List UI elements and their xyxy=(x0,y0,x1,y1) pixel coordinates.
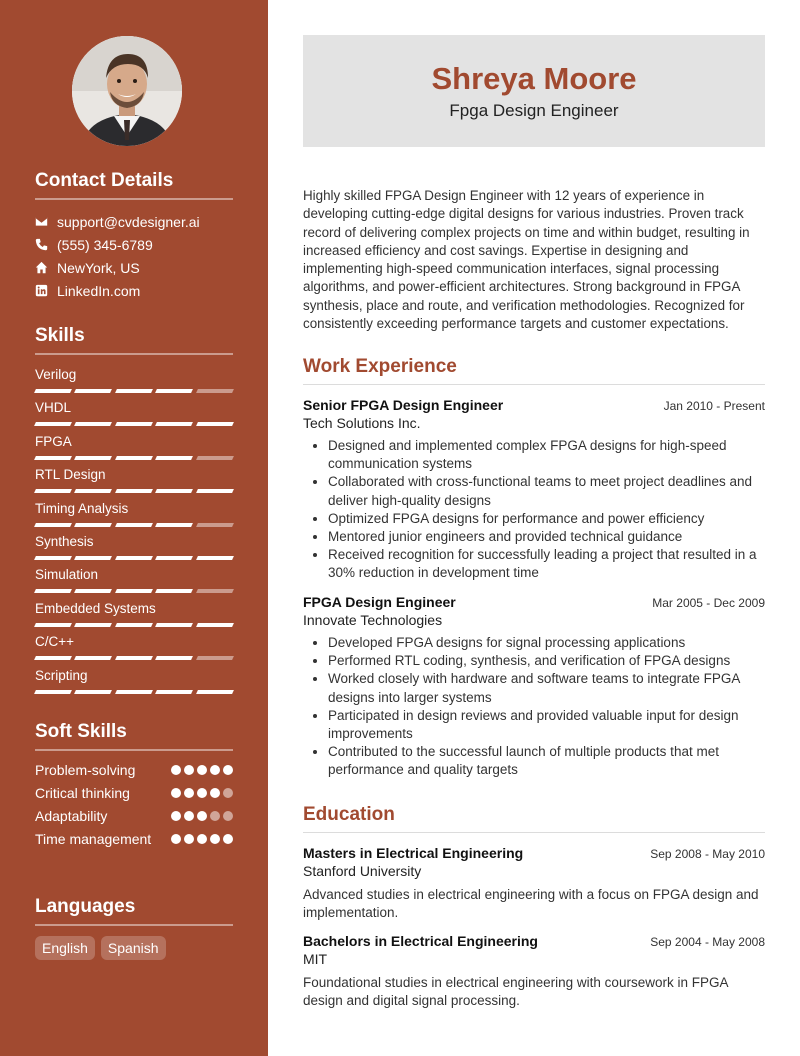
skill-level-segment xyxy=(74,389,112,393)
skill-level-segment xyxy=(155,623,193,627)
skill-item xyxy=(35,667,233,700)
skill-level-segment xyxy=(34,556,72,560)
skill-level-segment xyxy=(74,489,112,493)
rating-dot xyxy=(184,765,194,775)
skill-level-bar xyxy=(35,623,233,627)
contact-location-text: NewYork, US xyxy=(57,259,140,276)
education-school: Stanford University xyxy=(303,863,422,879)
skill-level-segment xyxy=(34,422,72,426)
skill-level-bar xyxy=(35,422,233,426)
education-date: Sep 2008 - May 2010 xyxy=(650,847,765,861)
skill-level-segment xyxy=(34,489,72,493)
skill-level-bar xyxy=(35,523,233,527)
header xyxy=(303,35,765,147)
skill-level-bar xyxy=(35,556,233,560)
skill-level-segment xyxy=(155,523,193,527)
skill-level-segment xyxy=(196,556,234,560)
skill-level-segment xyxy=(34,656,72,660)
skill-name: Scripting xyxy=(35,667,88,683)
skill-level-segment xyxy=(196,523,234,527)
job-bullet: • Worked closely with hardware and software teams to integrate FPGA designs into larger systems xyxy=(328,670,765,706)
skill-level-segment xyxy=(196,489,234,493)
job-bullet: • Collaborated with cross-functional teams to meet project deadlines and deliver high-quality designs xyxy=(328,473,765,509)
skill-level-segment xyxy=(74,656,112,660)
soft-skill-name: Critical thinking xyxy=(35,785,130,801)
job-bullet: • Performed RTL coding, synthesis, and verification of FPGA designs xyxy=(328,652,765,670)
rating-dot xyxy=(223,834,233,844)
education-school: MIT xyxy=(303,951,328,967)
contact-section xyxy=(35,170,233,302)
skill-level-segment xyxy=(115,489,153,493)
job-entry xyxy=(303,397,765,583)
job-bullet: • Mentored junior engineers and provided technical guidance xyxy=(328,528,765,546)
skill-level-bar xyxy=(35,690,233,694)
skill-level-segment xyxy=(115,589,153,593)
avatar xyxy=(72,36,182,146)
skill-level-segment xyxy=(115,456,153,460)
rating-dot xyxy=(197,788,207,798)
skill-level-segment xyxy=(155,690,193,694)
soft-skill-name: Time management xyxy=(35,831,152,847)
skill-level-segment xyxy=(74,456,112,460)
job-date: Jan 2010 - Present xyxy=(663,399,765,413)
rating-dot xyxy=(223,811,233,821)
skill-level-segment xyxy=(115,389,153,393)
avatar-photo xyxy=(72,36,182,146)
skill-level-bar xyxy=(35,589,233,593)
education-entry xyxy=(303,933,765,1010)
job-bullet: • Received recognition for successfully leading a project that resulted in a 30% reduction in development time xyxy=(328,546,765,582)
skill-level-segment xyxy=(196,422,234,426)
skill-item xyxy=(35,533,233,566)
soft-skills-title: Soft Skills xyxy=(35,721,233,751)
education-date: Sep 2004 - May 2008 xyxy=(650,935,765,949)
language-tag: Spanish xyxy=(101,936,166,960)
envelope-icon xyxy=(35,215,57,228)
skill-name: VHDL xyxy=(35,400,72,416)
education-title: Education xyxy=(303,804,765,833)
skill-item xyxy=(35,600,233,633)
skill-level-segment xyxy=(196,589,234,593)
skill-item xyxy=(35,399,233,432)
skill-name: C/C++ xyxy=(35,634,75,650)
skill-level-bar xyxy=(35,389,233,393)
soft-skill-rating xyxy=(171,784,233,802)
skill-level-segment xyxy=(115,523,153,527)
skill-level-bar xyxy=(35,656,233,660)
rating-dot xyxy=(184,788,194,798)
rating-dot xyxy=(171,811,181,821)
work-experience-title: Work Experience xyxy=(303,356,765,385)
skill-level-segment xyxy=(155,389,193,393)
rating-dot xyxy=(197,765,207,775)
skill-level-segment xyxy=(74,589,112,593)
rating-dot xyxy=(223,765,233,775)
skill-name: FPGA xyxy=(35,433,72,449)
education-desc: Advanced studies in electrical engineering with a focus on FPGA design and implementation. xyxy=(303,887,759,921)
skills-section xyxy=(35,325,233,700)
soft-skill-name: Adaptability xyxy=(35,808,108,824)
education-entry xyxy=(303,845,765,922)
rating-dot xyxy=(197,834,207,844)
skill-name: Timing Analysis xyxy=(35,500,129,516)
education-degree: Bachelors in Electrical Engineering xyxy=(303,933,538,949)
soft-skill-item xyxy=(35,830,233,848)
job-role: Senior FPGA Design Engineer xyxy=(303,397,504,413)
skill-level-segment xyxy=(155,422,193,426)
education-degree: Masters in Electrical Engineering xyxy=(303,845,524,861)
skill-item xyxy=(35,633,233,666)
languages-title: Languages xyxy=(35,896,233,926)
skill-level-segment xyxy=(196,456,234,460)
job-bullet: • Participated in design reviews and provided valuable input for design improvements xyxy=(328,707,765,743)
job-bullet: • Designed and implemented complex FPGA designs for high-speed communication systems xyxy=(328,437,765,473)
soft-skill-rating xyxy=(171,807,233,825)
job-company: Tech Solutions Inc. xyxy=(303,415,421,431)
skill-item xyxy=(35,566,233,599)
candidate-title: Fpga Design Engineer xyxy=(449,101,619,120)
skill-name: Synthesis xyxy=(35,533,94,549)
skill-level-segment xyxy=(115,656,153,660)
skill-level-segment xyxy=(34,523,72,527)
skill-level-segment xyxy=(34,389,72,393)
home-icon xyxy=(35,261,57,274)
soft-skill-rating xyxy=(171,761,233,779)
job-bullet: • Optimized FPGA designs for performance and power efficiency xyxy=(328,510,765,528)
skill-level-segment xyxy=(155,656,193,660)
linkedin-icon xyxy=(35,284,57,297)
job-entry xyxy=(303,594,765,780)
contact-phone[interactable] xyxy=(35,233,233,256)
skill-name: RTL Design xyxy=(35,467,106,483)
skill-name: Embedded Systems xyxy=(35,600,156,616)
skill-level-segment xyxy=(155,489,193,493)
job-date: Mar 2005 - Dec 2009 xyxy=(652,596,765,610)
skill-level-segment xyxy=(34,690,72,694)
phone-icon xyxy=(35,238,57,251)
contact-linkedin-text: LinkedIn.com xyxy=(57,282,141,299)
languages-section xyxy=(35,896,233,960)
skill-item xyxy=(35,433,233,466)
candidate-name: Shreya Moore xyxy=(431,61,637,96)
rating-dot xyxy=(184,811,194,821)
skill-level-segment xyxy=(155,456,193,460)
rating-dot xyxy=(210,765,220,775)
rating-dot xyxy=(184,834,194,844)
rating-dot xyxy=(171,834,181,844)
skill-level-segment xyxy=(196,656,234,660)
skill-level-segment xyxy=(74,623,112,627)
soft-skill-item xyxy=(35,761,233,779)
language-tag: English xyxy=(35,936,95,960)
skill-level-segment xyxy=(115,556,153,560)
skill-level-segment xyxy=(115,422,153,426)
skill-level-segment xyxy=(74,422,112,426)
contact-phone-text: (555) 345-6789 xyxy=(57,236,153,253)
skill-name: Verilog xyxy=(35,367,77,382)
skill-level-segment xyxy=(34,589,72,593)
sidebar xyxy=(0,0,268,1056)
soft-skill-item xyxy=(35,807,233,825)
contact-title: Contact Details xyxy=(35,170,233,200)
skill-level-segment xyxy=(155,589,193,593)
skill-level-segment xyxy=(34,456,72,460)
soft-skill-item xyxy=(35,784,233,802)
skill-item xyxy=(35,466,233,499)
skill-level-bar xyxy=(35,456,233,460)
skill-level-segment xyxy=(34,623,72,627)
job-bullet: • Contributed to the successful launch of multiple products that met performance and quality targets xyxy=(328,743,765,779)
skill-level-segment xyxy=(74,523,112,527)
skill-level-segment xyxy=(74,556,112,560)
skill-level-segment xyxy=(196,389,234,393)
rating-dot xyxy=(171,765,181,775)
soft-skill-name: Problem-solving xyxy=(35,762,136,778)
skill-level-segment xyxy=(115,690,153,694)
rating-dot xyxy=(210,811,220,821)
job-bullet: • Developed FPGA designs for signal processing applications xyxy=(328,634,765,652)
contact-email-text: support@cvdesigner.ai xyxy=(57,213,200,230)
skill-level-bar xyxy=(35,489,233,493)
rating-dot xyxy=(197,811,207,821)
contact-location xyxy=(35,256,233,279)
rating-dot xyxy=(210,834,220,844)
skill-level-segment xyxy=(155,556,193,560)
summary-text: Highly skilled FPGA Design Engineer with 12 years of experience in developing cutting-edge digital designs for various industries. Proven track record of delivering complex projects on time and within budget, resulting in increased efficiency and cost savings. Expertise in designing and implementing high-speed communication interfaces, signal processing algorithms, and power-efficient architectures. Strong background in FPGA synthesis, place and route, and verification methodologies. Recognized for consistently exceeding performance targets and customer expectations. xyxy=(303,188,750,332)
soft-skill-rating xyxy=(171,830,233,848)
rating-dot xyxy=(171,788,181,798)
skills-title: Skills xyxy=(35,325,233,355)
skill-name: Simulation xyxy=(35,567,99,583)
job-role: FPGA Design Engineer xyxy=(303,594,456,610)
soft-skills-section xyxy=(35,721,233,853)
contact-linkedin[interactable] xyxy=(35,279,233,302)
skill-item xyxy=(35,500,233,533)
skill-item xyxy=(35,366,233,399)
rating-dot xyxy=(210,788,220,798)
skill-level-segment xyxy=(115,623,153,627)
skill-level-segment xyxy=(196,623,234,627)
contact-email[interactable] xyxy=(35,210,233,233)
skill-level-segment xyxy=(74,690,112,694)
skill-level-segment xyxy=(196,690,234,694)
education-desc: Foundational studies in electrical engineering with coursework in FPGA design and digital signal processing. xyxy=(303,975,728,1009)
job-company: Innovate Technologies xyxy=(303,612,443,628)
rating-dot xyxy=(223,788,233,798)
